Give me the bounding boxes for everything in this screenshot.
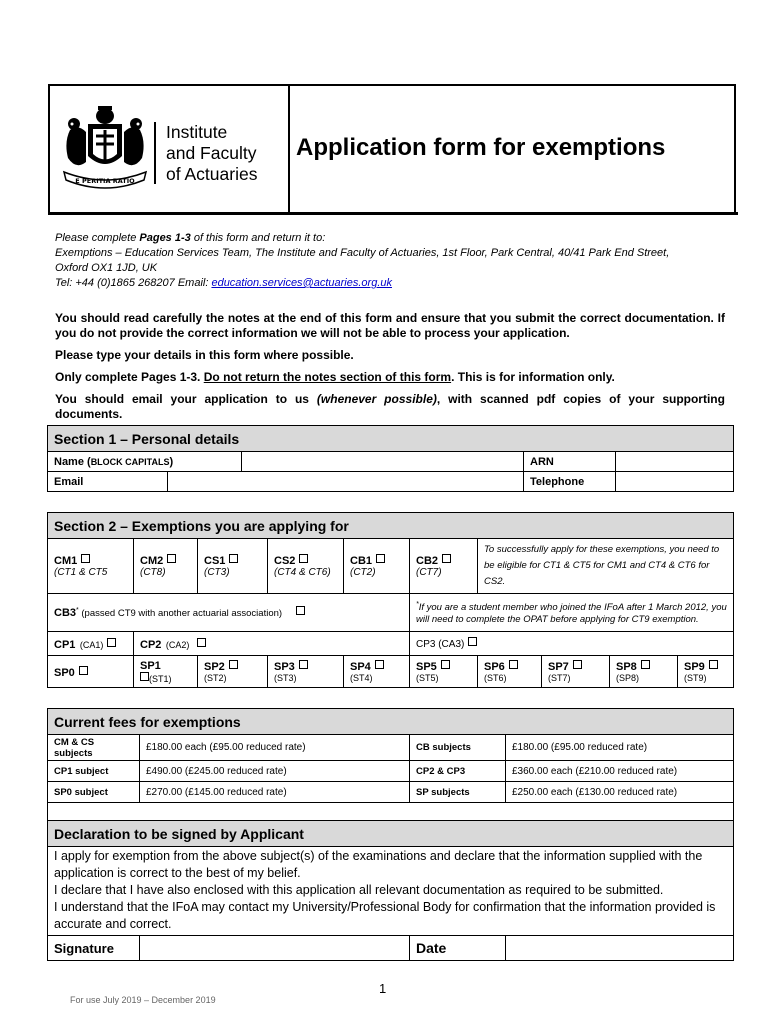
sp2-checkbox[interactable] (229, 660, 238, 669)
arn-label: ARN (524, 452, 616, 472)
email-link[interactable]: education.services@actuaries.org.uk (211, 277, 392, 289)
fee-label-cp1: CP1 subject (48, 761, 140, 782)
logo-wordmark: Institute and Faculty of Actuaries (166, 122, 258, 184)
footer-validity: For use July 2019 – December 2019 (70, 995, 216, 1005)
fee-value-cm-cs: £180.00 each (£95.00 reduced rate) (140, 735, 410, 761)
exemption-cp2: CP2 (CA2) (134, 632, 410, 656)
date-label: Date (410, 936, 506, 961)
exemption-sp8: SP8 (SP8) (610, 656, 678, 688)
fee-label-sp0: SP0 subject (48, 782, 140, 803)
exemption-cs2: CS2 (CT4 & CT6) (268, 539, 344, 594)
return-address: Please complete Pages 1-3 of this form and return it to: Exemptions – Education Services Team, The Institute and Faculty of Actuaries, 1st Floor, Park Central, 40/41 Park End Street, Oxford OX1 1JD, UK Tel: +44 (0)1865 268207 Email: education.services@actuaries.org.uk (55, 232, 670, 289)
name-label: Name (BLOCK CAPITALS) (48, 452, 242, 472)
exemption-cs1: CS1 (CT3) (198, 539, 268, 594)
exemption-cb1: CB1 (CT2) (344, 539, 410, 594)
exemption-sp5: SP5 (ST5) (410, 656, 478, 688)
fee-label-cm-cs: CM & CS subjects (48, 735, 140, 761)
arn-field[interactable] (616, 452, 734, 472)
instruction-type-details: Please type your details in this form where possible. (55, 348, 354, 362)
opat-note: *If you are a student member who joined the IFoA after 1 March 2012, you will need to complete the OPAT before applying for CT9 exemption. (410, 594, 734, 632)
instruction-read-notes: You should read carefully the notes at the end of this form and ensure that you submit the correct documentation. If you do not provide the correct information we will not be able to process your application. (55, 311, 725, 340)
sp4-checkbox[interactable] (375, 660, 384, 669)
fees-declaration-table (47, 708, 734, 961)
email-field[interactable] (168, 472, 524, 492)
sp9-checkbox[interactable] (709, 660, 718, 669)
page-title: Application form for exemptions (296, 134, 666, 161)
exemption-sp4: SP4 (ST4) (344, 656, 410, 688)
cp3-checkbox[interactable] (468, 637, 477, 646)
sp7-checkbox[interactable] (573, 660, 582, 669)
exemption-cm2: CM2 (CT8) (134, 539, 198, 594)
fee-value-sp: £250.00 each (£130.00 reduced rate) (506, 782, 734, 803)
email-label: Email (48, 472, 168, 492)
date-field[interactable] (506, 936, 734, 961)
section2-title: Section 2 – Exemptions you are applying for (48, 513, 734, 539)
fee-label-cb: CB subjects (410, 735, 506, 761)
sp0-checkbox[interactable] (79, 666, 88, 675)
sp8-checkbox[interactable] (641, 660, 650, 669)
sp6-checkbox[interactable] (509, 660, 518, 669)
cm1-checkbox[interactable] (81, 554, 90, 563)
fee-label-sp: SP subjects (410, 782, 506, 803)
telephone-field[interactable] (616, 472, 734, 492)
cb1-checkbox[interactable] (376, 554, 385, 563)
cb2-checkbox[interactable] (442, 554, 451, 563)
sp3-checkbox[interactable] (299, 660, 308, 669)
exemption-cm1: CM1 (CT1 & CT5 (48, 539, 134, 594)
section1-title: Section 1 – Personal details (48, 426, 734, 452)
cs1-checkbox[interactable] (229, 554, 238, 563)
header-box (48, 84, 736, 214)
sp5-checkbox[interactable] (441, 660, 450, 669)
exemption-cp1: CP1 (CA1) (48, 632, 134, 656)
declaration-text: I apply for exemption from the above subject(s) of the examinations and declare that the information supplied with the application is correct to the best of my belief. I declare that I have also enclosed with this application all relevant documentation as required to be submitted. I understand that the IFoA may contact my University/Professional Body for confirmation that the information provided is accurate and correct. (48, 847, 734, 936)
page-number: 1 (379, 981, 387, 996)
cp1-checkbox[interactable] (107, 638, 116, 647)
logo-motto: E PERITIA RATIO (75, 177, 135, 185)
cm2-checkbox[interactable] (167, 554, 176, 563)
fee-value-sp0: £270.00 (£145.00 reduced rate) (140, 782, 410, 803)
exemption-sp6: SP6 (ST6) (478, 656, 542, 688)
fees-title: Current fees for exemptions (48, 709, 734, 735)
exemption-sp0: SP0 (48, 656, 134, 688)
exemption-sp1: SP1 (ST1) (134, 656, 198, 688)
section2-table (47, 512, 734, 688)
signature-label: Signature (48, 936, 140, 961)
exemption-cb2: CB2 (CT7) (410, 539, 478, 594)
telephone-label: Telephone (524, 472, 616, 492)
fee-value-cb: £180.00 (£95.00 reduced rate) (506, 735, 734, 761)
ifoa-crest-logo (58, 102, 152, 194)
exemption-sp9: SP9 (ST9) (678, 656, 734, 688)
cs2-checkbox[interactable] (299, 554, 308, 563)
exemption-cp3: CP3 (CA3) (410, 632, 734, 656)
sp1-checkbox[interactable] (140, 672, 149, 681)
fee-value-cp1: £490.00 (£245.00 reduced rate) (140, 761, 410, 782)
eligibility-note: To successfully apply for these exemptions, you need to be eligible for CT1 & CT5 for CM1 and CT4 & CT6 for CS2. (478, 539, 734, 594)
cb3-checkbox[interactable] (296, 606, 305, 615)
logo-divider (154, 122, 156, 184)
name-field[interactable] (242, 452, 524, 472)
instruction-email: You should email your application to us (whenever possible), with scanned pdf copies of your supporting documents. (55, 392, 725, 421)
declaration-title: Declaration to be signed by Applicant (48, 821, 734, 847)
exemption-sp3: SP3 (ST3) (268, 656, 344, 688)
signature-field[interactable] (140, 936, 410, 961)
exemption-cb3: CB3* (passed CT9 with another actuarial association) (48, 594, 410, 632)
exemption-sp7: SP7 (ST7) (542, 656, 610, 688)
exemption-sp2: SP2 (ST2) (198, 656, 268, 688)
section1-table (47, 425, 734, 492)
instruction-pages: Only complete Pages 1-3. Do not return the notes section of this form. This is for information only. (55, 370, 615, 384)
fee-label-cp2-cp3: CP2 & CP3 (410, 761, 506, 782)
cp2-checkbox[interactable] (197, 638, 206, 647)
fee-value-cp2-cp3: £360.00 each (£210.00 reduced rate) (506, 761, 734, 782)
